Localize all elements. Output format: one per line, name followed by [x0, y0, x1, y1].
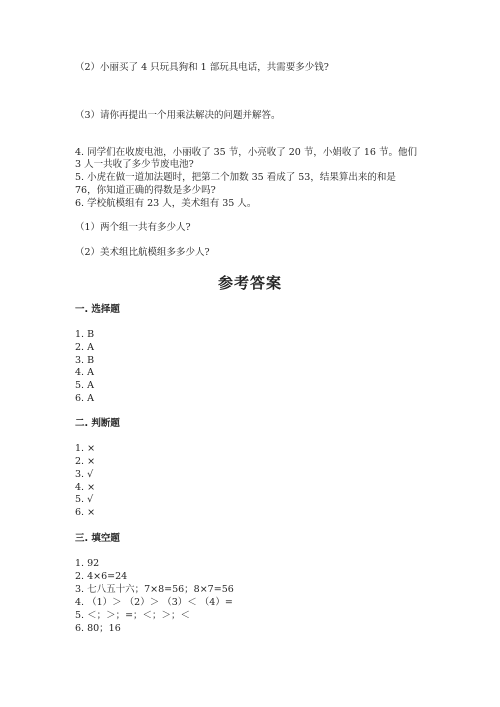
- question-4-line-2: 3 人一共收了多少节废电池?: [75, 159, 194, 170]
- question-4-line-1: 4. 同学们在收废电池，小丽收了 35 节，小亮收了 20 节，小娟收了 16 节。他们: [75, 147, 417, 158]
- answer-item: 2. A: [75, 342, 94, 353]
- answer-item: 6. 80；16: [75, 623, 121, 634]
- question-3-part-3: （3）请你再提出一个用乘法解决的问题并解答。: [75, 110, 281, 121]
- answer-item: 1. ×: [75, 443, 96, 454]
- answer-item: 1. 92: [75, 558, 100, 569]
- section-heading-choice: 一. 选择题: [75, 304, 120, 315]
- answer-item: 5. A: [75, 380, 94, 391]
- question-3-part-2: （2）小丽买了 4 只玩具狗和 1 部玩具电话，共需要多少钱?: [75, 62, 329, 73]
- answer-item: 5. ＜；＞；=；＜；＞；＜: [75, 610, 191, 621]
- answer-item: 2. ×: [75, 456, 96, 467]
- answer-item: 4. A: [75, 367, 94, 378]
- question-6-part-2: （2）美术组比航模组多多少人?: [75, 247, 210, 258]
- question-6-part-1: （1）两个组一共有多少人?: [75, 222, 191, 233]
- answer-item: 4. ×: [75, 482, 96, 493]
- answer-item: 4. （1）＞ （2）＞ （3）＜ （4）=: [75, 597, 233, 608]
- answers-title: 参考答案: [217, 274, 282, 292]
- question-5-line-1: 5. 小虎在做一道加法题时，把第二个加数 35 看成了 53，结果算出来的和是: [75, 172, 396, 183]
- answer-item: 6. ×: [75, 507, 96, 518]
- answer-item: 2. 4×6=24: [75, 571, 128, 582]
- section-heading-judgment: 二. 判断题: [75, 418, 120, 429]
- answer-item: 3. √: [75, 469, 94, 480]
- question-6-line-1: 6. 学校航模组有 23 人，美术组有 35 人。: [75, 198, 257, 209]
- question-5-line-2: 76，你知道正确的得数是多少吗?: [75, 185, 216, 196]
- section-heading-fill-blank: 三. 填空题: [75, 533, 120, 544]
- answer-item: 6. A: [75, 393, 94, 404]
- answer-item: 3. 七八五十六；7×8=56；8×7=56: [75, 584, 234, 595]
- answer-item: 5. √: [75, 494, 94, 505]
- answer-item: 3. B: [75, 355, 95, 366]
- answer-item: 1. B: [75, 329, 95, 340]
